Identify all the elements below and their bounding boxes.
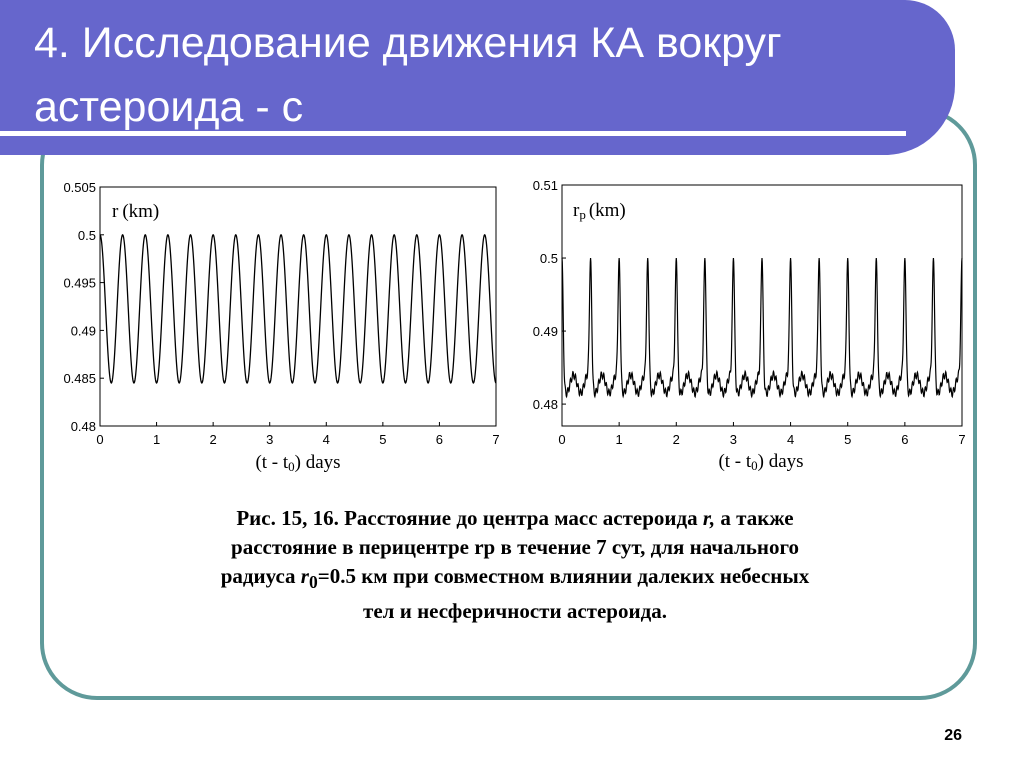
x-tick-label: 1: [152, 432, 161, 447]
y-tick-label: 0.485: [63, 371, 96, 387]
x-axis-label: (t - t0) days: [718, 451, 804, 473]
page-number: 26: [944, 727, 962, 744]
y-tick-label: 0.5: [77, 227, 96, 243]
x-tick-label: 6: [435, 432, 444, 447]
x-tick-label: 6: [901, 432, 909, 447]
caption-line-3: радиуса $r_0=0.5$ км при совместном влиянии далеких небесных: [220, 564, 810, 593]
caption-line-4: тел и несферичности астероида.: [363, 599, 667, 624]
y-tick-label: 0.51: [532, 178, 558, 193]
x-tick-label: 3: [266, 432, 274, 447]
x-tick-label: 5: [844, 432, 852, 447]
title-underline: [0, 131, 906, 136]
y-tick-label: 0.5: [539, 251, 558, 267]
x-tick-label: 1: [615, 432, 623, 447]
figure-caption: [100, 504, 930, 626]
x-tick-label: 2: [209, 432, 217, 447]
y-tick-label: 0.49: [70, 323, 96, 339]
slide-title-line-1: 4. Исследование движения КА вокруг: [34, 19, 782, 67]
x-tick-label: 7: [958, 432, 966, 447]
x-tick-label: 0: [558, 432, 566, 447]
x-tick-label: 7: [492, 432, 500, 447]
y-tick-label: 0.48: [70, 419, 96, 434]
chart-rp-distance: [515, 170, 975, 480]
slide-title-line-2: астероида - с: [34, 83, 304, 131]
caption-line-2: расстояние в перицентре rp в течение 7 сут, для начального: [231, 535, 799, 559]
x-tick-label: 3: [729, 432, 738, 447]
y-tick-label: 0.48: [532, 397, 558, 413]
y-tick-label: 0.505: [63, 180, 96, 195]
x-tick-label: 5: [379, 432, 387, 447]
series-label-r: r (km): [112, 201, 160, 222]
chart-r-distance: [50, 170, 510, 480]
x-tick-label: 4: [786, 432, 795, 447]
x-axis-label: (t - t0) days: [255, 452, 341, 474]
x-tick-label: 0: [96, 432, 104, 447]
y-tick-label: 0.49: [532, 324, 558, 340]
x-tick-label: 4: [322, 432, 330, 447]
y-tick-label: 0.495: [63, 275, 96, 291]
series-label-rp: rp (km): [573, 200, 626, 222]
x-tick-label: 2: [672, 432, 680, 447]
caption-line-1: Рис. 15, 16. Расстояние до центра масс астероида r, а также: [236, 506, 794, 530]
